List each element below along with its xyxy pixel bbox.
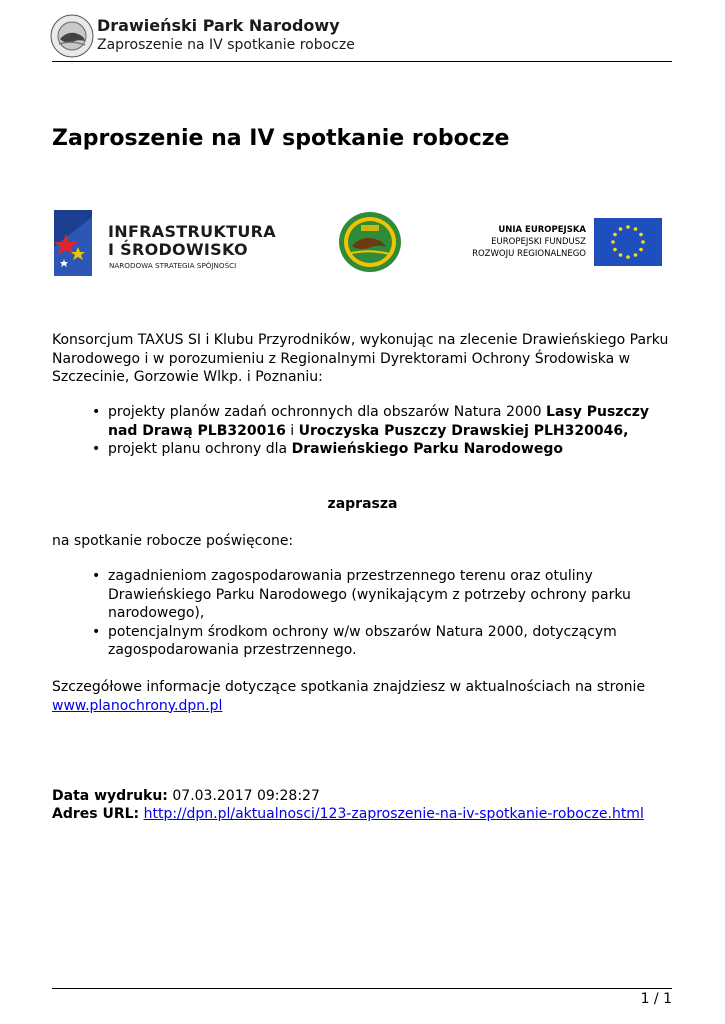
eu-fund-logo [470, 218, 665, 266]
infra-line2: I ŚRODOWISKO [108, 240, 248, 259]
print-date-label: Data wydruku: [52, 788, 168, 804]
source-url-label: Adres URL: [52, 806, 140, 822]
infrastruktura-srodowisko-logo [52, 207, 276, 279]
list-item: • zagadnieniom zagospodarowania przestrzennego terenu oraz otuliny Drawieńskiego Parku Narodowego (wynikającym z potrzeby ochrony parku narodowego), [90, 567, 670, 623]
eu-star-icon [634, 253, 638, 257]
source-url-link[interactable]: http://dpn.pl/aktualnosci/123-zaproszenie-na-iv-spotkanie-robocze.html [143, 806, 644, 822]
list-item: • potencjalnym środkom ochrony w/w obszarów Natura 2000, dotyczącym zagospodarowania przestrzennego. [90, 623, 670, 660]
eu-star-icon [613, 233, 617, 237]
meeting-intro: na spotkanie robocze poświęcone: [52, 533, 294, 549]
park-seal-otter-icon [50, 14, 94, 58]
site-name: Drawieński Park Narodowy [97, 16, 340, 35]
eu-line3: ROZWOJU REGIONALNEGO [472, 249, 586, 259]
source-url [52, 805, 644, 824]
eu-star-icon [619, 227, 623, 231]
eu-star-icon [634, 227, 638, 231]
infra-line3: NARODOWA STRATEGIA SPÓJNOŚCI [109, 261, 237, 270]
eu-star-icon [613, 248, 617, 252]
eu-star-icon [639, 233, 643, 237]
eu-star-icon [626, 225, 630, 229]
eu-flag-icon [594, 218, 662, 270]
dpn-park-logo [337, 211, 403, 273]
more-info-paragraph [52, 678, 692, 715]
list-item: • projekty planów zadań ochronnych dla obszarów Natura 2000 Lasy Puszczy nad Drawą PLB320016 i Uroczyska Puszczy Drawskiej PLH320046, [90, 403, 650, 440]
print-date [52, 787, 320, 806]
page-number: 1 / 1 [640, 991, 672, 1007]
more-info-text: Szczegółowe informacje dotyczące spotkania znajdziesz w aktualnościach na stronie [52, 679, 646, 695]
print-date-value: 07.03.2017 09:28:27 [172, 788, 320, 804]
footer-divider [52, 988, 672, 989]
invites-heading: zaprasza [327, 496, 398, 512]
eu-star-icon [619, 253, 623, 257]
page-title: Zaproszenie na IV spotkanie robocze [52, 126, 510, 151]
intro-paragraph: Konsorcjum TAXUS SI i Klubu Przyrodników, wykonując na zlecenie Drawieńskiego Parku Narodowego i w porozumieniu z Regionalnymi Dyrektorami Ochrony Środowiska w Szczecinie, Gorzowie Wlkp. i Poznaniu: [52, 332, 669, 385]
eu-line2: EUROPEJSKI FUNDUSZ [491, 237, 586, 247]
header-divider [52, 61, 672, 62]
eu-star-icon [611, 240, 615, 244]
header-subtitle: Zaproszenie na IV spotkanie robocze [97, 37, 355, 53]
eu-star-icon [639, 248, 643, 252]
infra-line1: INFRASTRUKTURA [108, 222, 276, 241]
planochrony-link[interactable]: www.planochrony.dpn.pl [52, 697, 223, 714]
eu-line1: UNIA EUROPEJSKA [498, 225, 586, 235]
documents-list [90, 403, 650, 459]
list-item: • projekt planu ochrony dla Drawieńskiego Parku Narodowego [90, 440, 650, 459]
eu-star-icon [641, 240, 645, 244]
eu-star-icon [626, 255, 630, 259]
topics-list [90, 567, 670, 660]
